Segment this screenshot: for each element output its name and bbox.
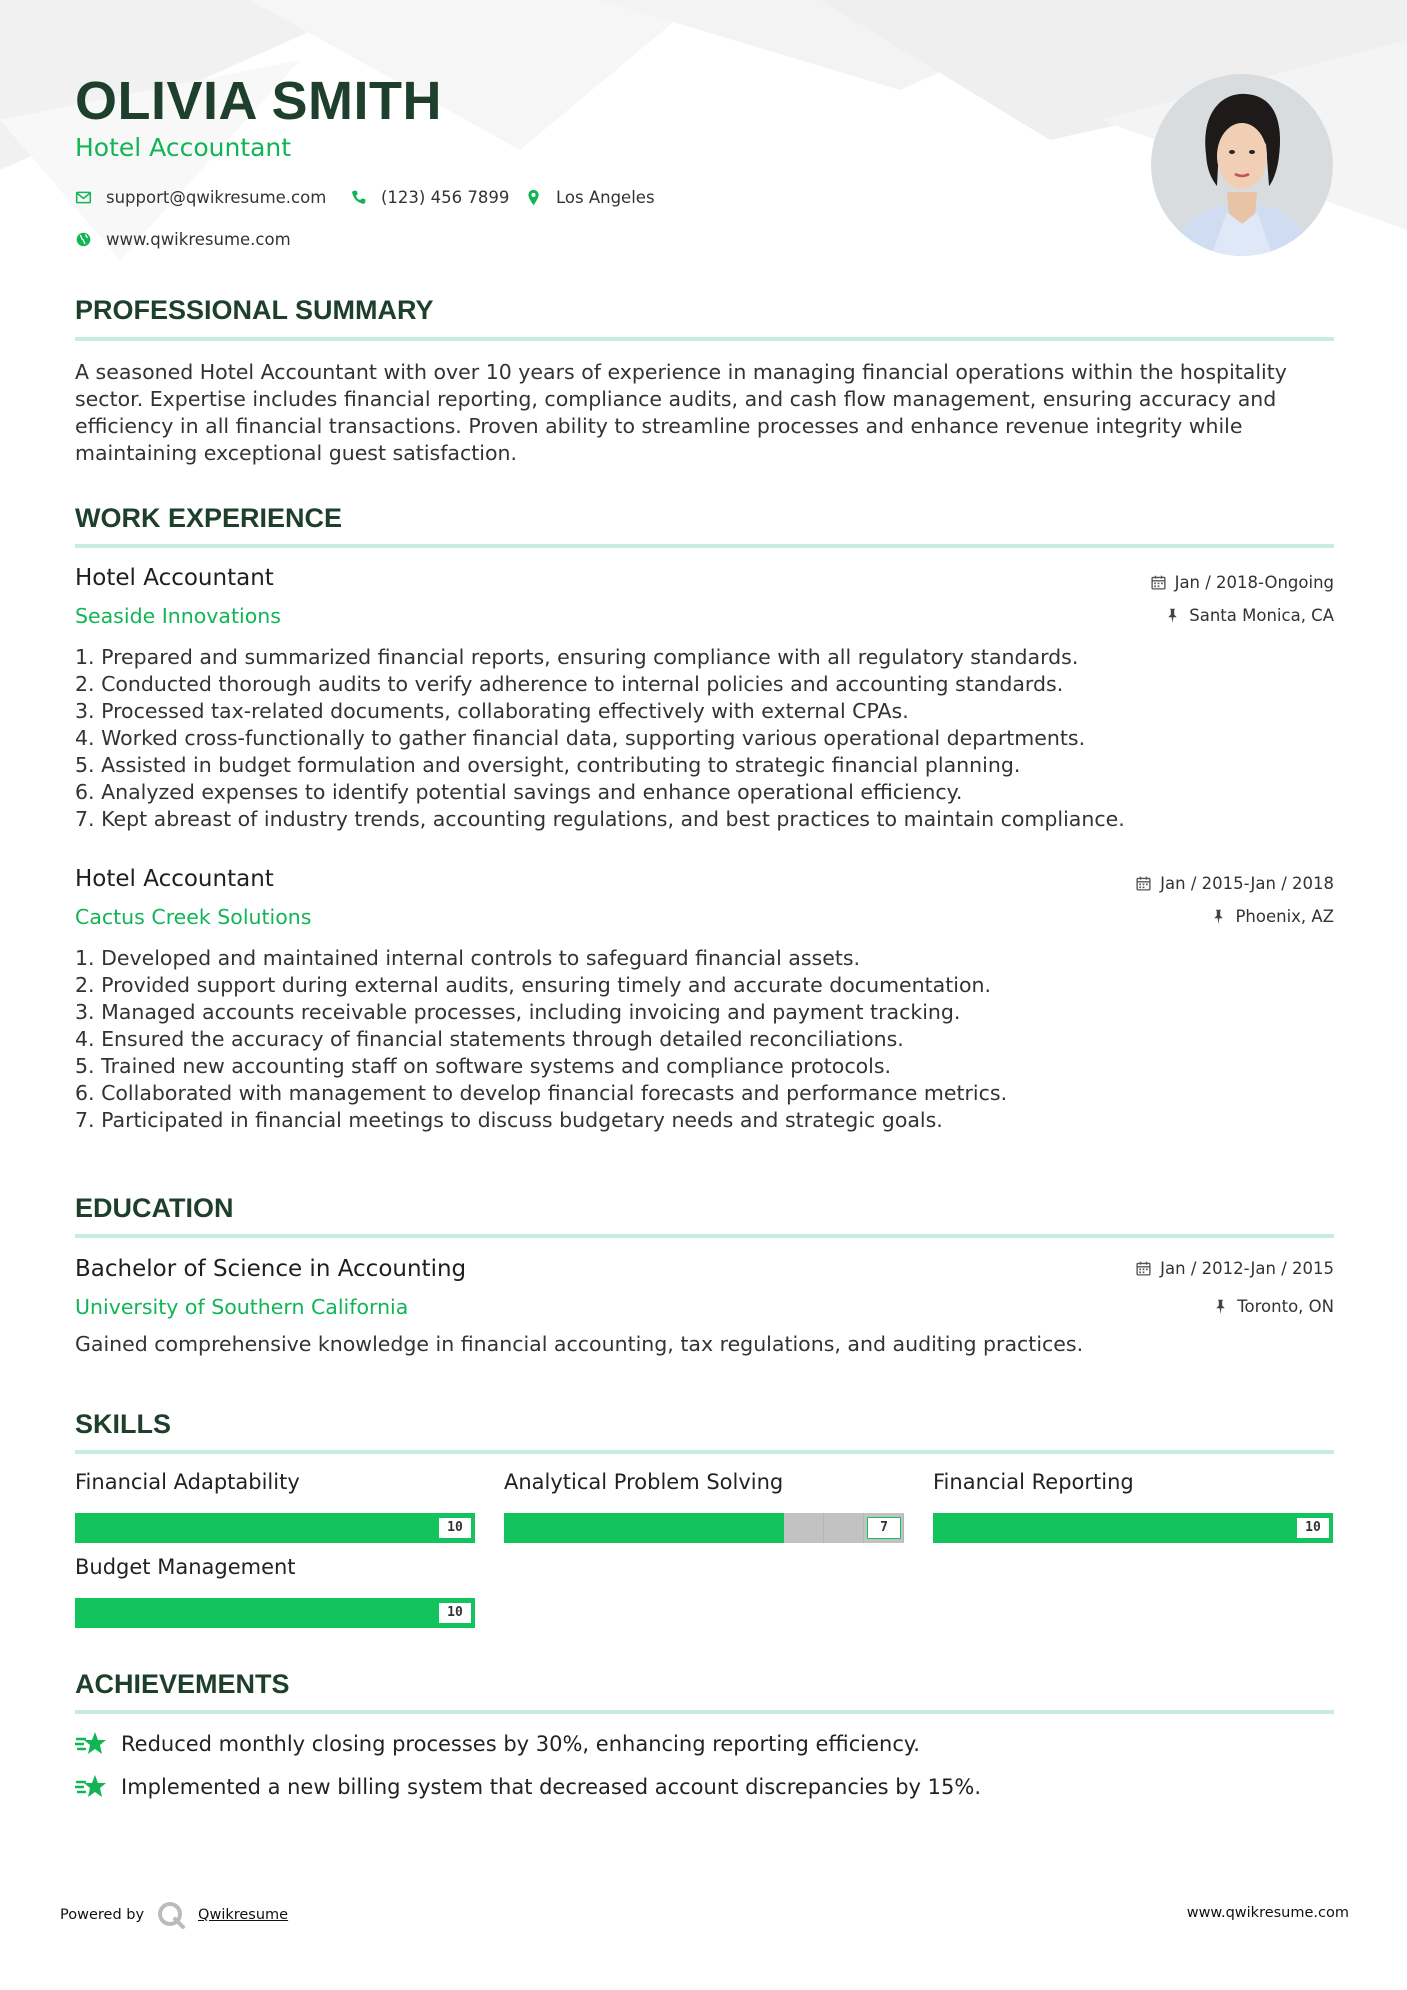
job-location-text: Phoenix, AZ — [1235, 907, 1334, 926]
bullet-item: 3. Managed accounts receivable processes, including invoicing and payment tracking. — [75, 1000, 961, 1024]
skill-bar — [933, 1513, 1333, 1543]
skill-bar-fill — [933, 1513, 1333, 1543]
phone-icon — [350, 189, 367, 206]
degree-title: Bachelor of Science in Accounting — [75, 1256, 467, 1282]
experience-heading: WORK EXPERIENCE — [75, 503, 343, 533]
summary-divider — [75, 337, 1334, 341]
bullet-item: 4. Worked cross-functionally to gather financial data, supporting various operational departments. — [75, 726, 1086, 750]
skill-item — [75, 1470, 475, 1543]
map-marker-icon — [525, 189, 542, 206]
skill-score-badge: 10 — [438, 1602, 472, 1624]
education-divider — [75, 1234, 1334, 1238]
skills-heading: SKILLS — [75, 1409, 172, 1439]
brand-link[interactable]: Qwikresume — [198, 1907, 289, 1923]
achievements-heading: ACHIEVEMENTS — [75, 1669, 290, 1699]
skill-item — [933, 1470, 1333, 1543]
job-dates — [1135, 874, 1334, 893]
summary-heading: PROFESSIONAL SUMMARY — [75, 295, 434, 325]
skill-bar-fill — [75, 1598, 475, 1628]
achievement-text: Reduced monthly closing processes by 30%, enhancing reporting efficiency. — [121, 1732, 920, 1756]
skill-bar — [75, 1598, 475, 1628]
skill-bar-fill — [504, 1513, 784, 1543]
achievement-item — [75, 1774, 981, 1800]
job-dates-text: Jan / 2015-Jan / 2018 — [1160, 874, 1334, 893]
footer-website[interactable]: www.qwikresume.com — [1186, 1905, 1349, 1921]
contact-email[interactable] — [75, 188, 326, 207]
calendar-icon — [1150, 574, 1167, 591]
bullet-item: 6. Analyzed expenses to identify potential savings and enhance operational efficiency. — [75, 780, 963, 804]
phone-text: (123) 456 7899 — [381, 188, 510, 207]
qwikresume-logo-icon — [156, 1900, 186, 1930]
candidate-title: Hotel Accountant — [75, 133, 292, 162]
job-company: Seaside Innovations — [75, 604, 281, 628]
job-bullets — [75, 945, 1007, 1134]
bullet-item: 2. Conducted thorough audits to verify adherence to internal policies and accounting standards. — [75, 672, 1064, 696]
bullet-item: 5. Assisted in budget formulation and oversight, contributing to strategic financial planning. — [75, 753, 1021, 777]
skills-divider — [75, 1450, 1334, 1454]
skill-item — [504, 1470, 904, 1543]
bullet-item: 1. Prepared and summarized financial reports, ensuring compliance with all regulatory standards. — [75, 645, 1079, 669]
job-bullets — [75, 644, 1125, 833]
pin-icon — [1210, 908, 1227, 925]
profile-photo — [1151, 74, 1333, 256]
skill-item — [75, 1555, 475, 1628]
skill-bar — [75, 1513, 475, 1543]
achievement-item — [75, 1731, 920, 1757]
contact-phone[interactable] — [350, 188, 509, 207]
star-award-icon — [75, 1731, 107, 1757]
contact-location — [525, 188, 655, 207]
bullet-item: 7. Participated in financial meetings to discuss budgetary needs and strategic goals. — [75, 1108, 943, 1132]
pin-icon — [1212, 1298, 1229, 1315]
experience-divider — [75, 544, 1334, 548]
education-location — [1212, 1297, 1334, 1316]
powered-by-label: Powered by — [60, 1907, 145, 1923]
skill-name: Financial Adaptability — [75, 1470, 300, 1494]
bullet-item: 7. Kept abreast of industry trends, accounting regulations, and best practices to maintain compliance. — [75, 807, 1125, 831]
job-dates — [1150, 573, 1334, 592]
job-title: Hotel Accountant — [75, 565, 274, 591]
skill-name: Analytical Problem Solving — [504, 1470, 784, 1494]
skill-score-badge: 10 — [438, 1517, 472, 1539]
job-company: Cactus Creek Solutions — [75, 905, 312, 929]
envelope-icon — [75, 189, 92, 206]
education-heading: EDUCATION — [75, 1193, 234, 1223]
star-award-icon — [75, 1774, 107, 1800]
calendar-icon — [1135, 875, 1152, 892]
achievements-divider — [75, 1710, 1334, 1714]
summary-text: A seasoned Hotel Accountant with over 10 years of experience in managing financial operations within the hospitality sector. Expertise includes financial reporting, compliance audits, and cash flow management, ensuring accuracy and efficiency in all financial transactions. Proven ability to streamline processes and enhance revenue integrity while maintaining exceptional guest satisfaction. — [75, 360, 1287, 465]
skill-score-badge: 10 — [1296, 1517, 1330, 1539]
skill-bar-fill — [75, 1513, 475, 1543]
candidate-name: OLIVIA SMITH — [75, 71, 442, 131]
bullet-item: 1. Developed and maintained internal controls to safeguard financial assets. — [75, 946, 861, 970]
job-location — [1164, 606, 1334, 625]
job-location — [1210, 907, 1334, 926]
location-text: Los Angeles — [556, 188, 655, 207]
education-description: Gained comprehensive knowledge in financial accounting, tax regulations, and auditing practices. — [75, 1332, 1084, 1356]
job-title: Hotel Accountant — [75, 866, 274, 892]
bullet-item: 4. Ensured the accuracy of financial statements through detailed reconciliations. — [75, 1027, 904, 1051]
job-location-text: Santa Monica, CA — [1189, 606, 1334, 625]
bullet-item: 6. Collaborated with management to develop financial forecasts and performance metrics. — [75, 1081, 1008, 1105]
education-dates-text: Jan / 2012-Jan / 2015 — [1160, 1259, 1334, 1278]
globe-icon — [75, 231, 92, 248]
skill-name: Financial Reporting — [933, 1470, 1134, 1494]
pin-icon — [1164, 607, 1181, 624]
skill-bar — [504, 1513, 904, 1543]
email-text: support@qwikresume.com — [106, 188, 327, 207]
education-location-text: Toronto, ON — [1237, 1297, 1334, 1316]
website-text: www.qwikresume.com — [106, 230, 291, 249]
bullet-item: 3. Processed tax-related documents, collaborating effectively with external CPAs. — [75, 699, 909, 723]
bullet-item: 2. Provided support during external audits, ensuring timely and accurate documentation. — [75, 973, 992, 997]
school-name: University of Southern California — [75, 1295, 409, 1319]
job-dates-text: Jan / 2018-Ongoing — [1174, 573, 1334, 592]
footer-powered-by — [60, 1900, 288, 1930]
skill-name: Budget Management — [75, 1555, 296, 1579]
calendar-icon — [1135, 1260, 1152, 1277]
bullet-item: 5. Trained new accounting staff on software systems and compliance protocols. — [75, 1054, 892, 1078]
education-dates — [1135, 1259, 1334, 1278]
achievement-text: Implemented a new billing system that decreased account discrepancies by 15%. — [121, 1775, 982, 1799]
contact-website[interactable] — [75, 230, 291, 249]
skill-score-badge: 7 — [867, 1517, 901, 1539]
